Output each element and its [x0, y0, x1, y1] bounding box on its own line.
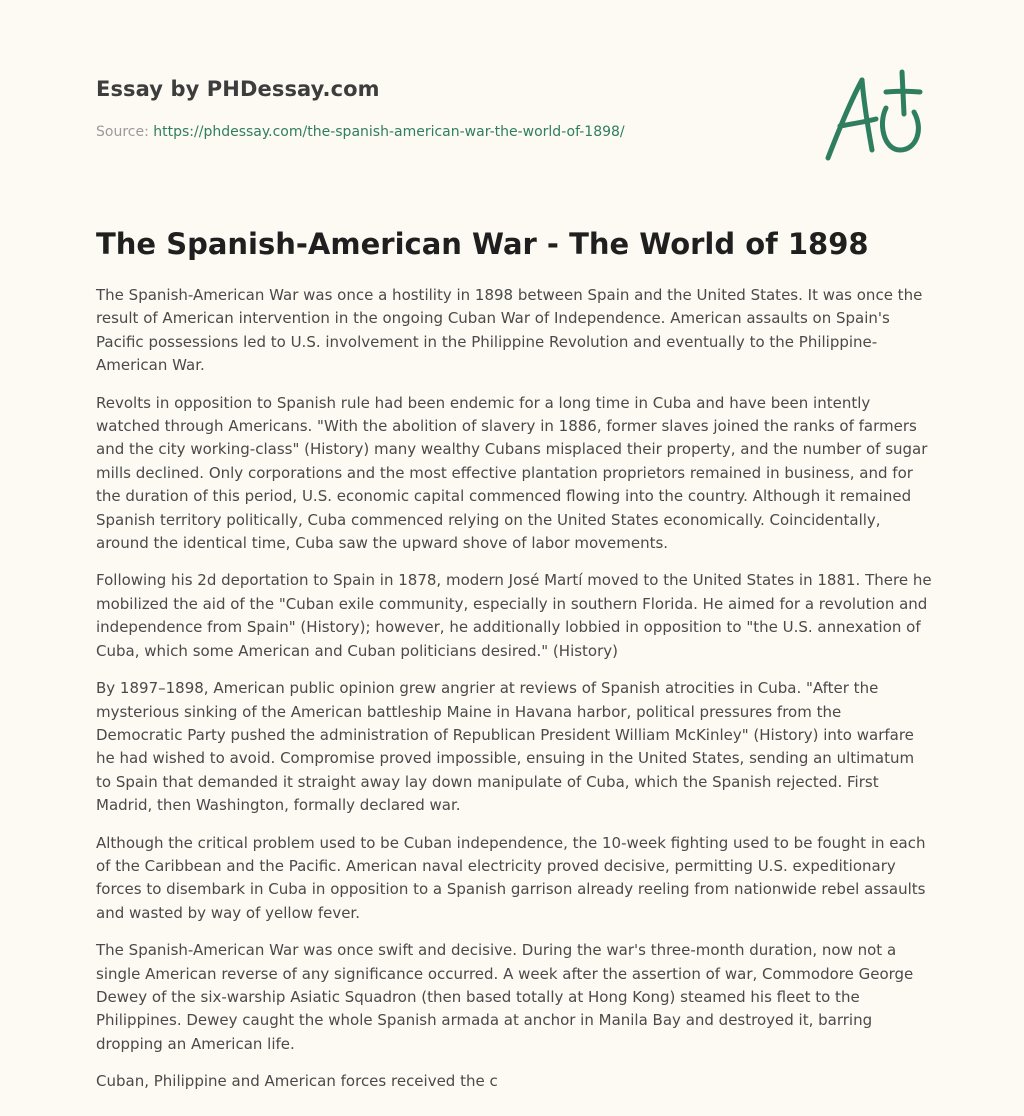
paragraph: Revolts in opposition to Spanish rule had been endemic for a long time in Cuba and have been intently watched through Americans. "With the abolition of slavery in 1886, former slaves joined the ranks of farmers and the city working-class" (History) many wealthy Cubans misplaced their property, and the number of sugar mills declined. Only corporations and the most effective plantation proprietors remained in business, and for the duration of this period, U.S. economic capital commenced flowing into the country. Although it remained Spanish territory politically, Cuba commenced relying on the United States economically. Coincidentally, around the identical time, Cuba saw the upward shove of labor movements. [96, 393, 928, 553]
paragraph: By 1897–1898, American public opinion grew angrier at reviews of Spanish atrocities in Cuba. "After the mysterious sinking of the American battleship Maine in Havana harbor, political pressures from the Democratic Party pushed the administration of Republican President William McKinley" (History) into warfare he had wished to avoid. Compromise proved impossible, ensuing in the United States, sending an ultimatum to Spain that demanded it straight away lay down manipulate of Cuba, which the Spanish rejected. First Madrid, then Washington, formally declared war. [96, 679, 915, 815]
paragraph: The Spanish-American War was once a hostility in 1898 between Spain and the United States. It was once the result of American intervention in the ongoing Cuban War of Independence. American assaults on Spain's Pacific possessions led to U.S. involvement in the Philippine Revolution and eventually to the Philippine-American War. [96, 286, 923, 375]
essay-title: The Spanish-American War - The World of 1898 [96, 227, 869, 261]
paragraph-truncated: Cuban, Philippine and American forces received the c [96, 1072, 498, 1091]
paragraph: Although the critical problem used to be Cuban independence, the 10-week fighting used to be fought in each of the Caribbean and the Pacific. American naval electricity proved decisive, permitting U.S. expeditionary forces to disembark in Cuba in opposition to a Spanish garrison already reeling from nationwide rebel assaults and wasted by way of yellow fever. [96, 833, 926, 922]
site-brand: Essay by PHDessay.com [96, 77, 380, 101]
essay-body [96, 284, 932, 1108]
source-label: Source: [96, 124, 149, 140]
paragraph: The Spanish-American War was once swift and decisive. During the war's three-month duration, now not a single American reverse of any significance occurred. A week after the assertion of war, Commodore George Dewey of the six-warship Asiatic Squadron (then based totally at Hong Kong) steamed his fleet to the Philippines. Dewey caught the whole Spanish armada at anchor in Manila Bay and destroyed it, barring dropping an American life. [96, 941, 914, 1053]
source-link[interactable]: https://phdessay.com/the-spanish-american-war-the-world-of-1898/ [153, 124, 625, 140]
paragraph: Following his 2d deportation to Spain in 1878, modern José Martí moved to the United States in 1881. There he mobilized the aid of the "Cuban exile community, especially in southern Florida. He aimed for a revolution and independence from Spain" (History); however, he additionally lobbied in opposition to "the U.S. annexation of Cuba, which some American and Cuban politicians desired." (History) [96, 571, 932, 660]
a-plus-logo-icon [816, 64, 932, 168]
source-line [96, 124, 625, 140]
